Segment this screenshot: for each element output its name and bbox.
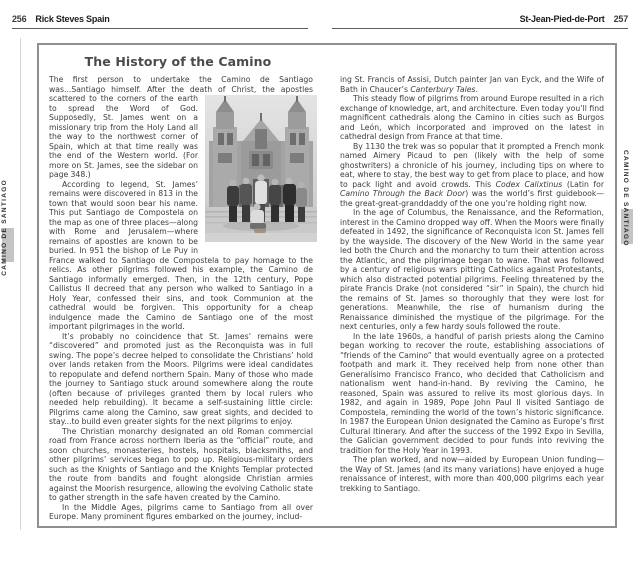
tab-right-camino-de-santiago: CAMINO DE SANTIAGO — [622, 150, 629, 247]
intro-rest-text: the corners of the earth to spread the Word of God. Supposedly, St. James went on a missionary trip from the Holy Land all the way to the northwest corner of Spain, which at that time really was the end of the Western world. (For more on St. James, see the sidebar on page 348.) — [49, 94, 198, 179]
left-header-rule — [12, 28, 308, 29]
body-paragraph: It’s probably no coincidence that St. James’ remains were “discovered” and promoted just as the Reconquista was in full swing. The pope’s decree helped to consolidate the Christians’ hold over lands retaken from the Moors. Pilgrims were ideal candidates to repopulate and defend northern Spain. Many of those who made the journey to Santiago stuck around somewhere along the route (often because of privileges granted them by local rulers who needed help rebuilding). It became a self-sustaining little circle: Pilgrims came along the Camino, saw great sights, and decided to stay...to build even greater sights for the next pilgrims to enjoy. — [49, 331, 313, 426]
tab-left-camino-de-santiago: CAMINO DE SANTIAGO — [1, 179, 8, 276]
right-page-number: 257 — [613, 14, 628, 24]
sidebar-columns — [49, 75, 604, 522]
left-column — [49, 75, 313, 522]
body-paragraph: ing St. Francis of Assisi, Dutch painter Jan van Eyck, and the Wife of Bath in Chaucer’s Canterbury Tales. — [340, 75, 604, 94]
pilgrims-cathedral-photo — [205, 95, 317, 242]
left-page-number: 256 — [12, 14, 27, 24]
intro-lead-text: The first person to undertake the Camino de Santiago was...Santiago himself. After the death of Christ, the apostles scattered to — [49, 75, 313, 103]
right-column — [340, 75, 604, 522]
body-paragraph: The plan worked, and now—aided by European Union funding—the Way of St. James (and its many variations) have enjoyed a huge renaissance of interest, with more than 400,000 pilgrims each year trekking to Santiago. — [340, 455, 604, 493]
sidebar-box — [37, 43, 617, 528]
body-paragraph: In the Middle Ages, pilgrims came to Santiago from all over Europe. Many prominent figures embarked on the journey, includ- — [49, 502, 313, 521]
body-paragraph — [49, 75, 313, 180]
body-paragraph: In the late 1960s, a handful of parish priests along the Camino began working to recover the route, establishing associations of “friends of the Camino” that would eventually agree on a protected footpath and mark it. They received help from none other than Generalísimo Francisco Franco, who decided that Catholicism and nationalism went hand-in-hand. By reviving the Camino, he reasoned, Spain was assured to relive its most glorious days. In 1982, and again in 1989, Pope John Paul II visited Santiago de Compostela, reminding the world of the town’s historic significance. In 1987 the European Union designated the Camino as Europe’s first Cultural Itinerary. And after the success of the 1992 Expo in Sevilla, the Galician government decided to pour funds into reviving the tradition for the Holy Year in 1993. — [340, 331, 604, 455]
left-page-header — [12, 14, 110, 24]
page-edge-line — [20, 38, 21, 530]
body-paragraph: The Christian monarchy designated an old Roman commercial road from France across northern Iberia as the “official” route, and soon churches, monasteries, hostels, hospitals, blacksmiths, and other pilgrims’ services began to pop up. Religious-military orders such as the Knights of Santiago and the Knights Templar protected the route from bandits and fought alongside Christian armies against the Moorish resurgence, allowing the evolving Catholic state to gather strength in the safe haven created by the Camino. — [49, 426, 313, 502]
body-paragraph: By 1130 the trek was so popular that it prompted a French monk named Aimery Picaud to pen (likely with the help of some ghostwriters) a chronicle of his journey, including tips on where to eat, where to stay, the best way to get from place to place, and how to pack light and avoid crowds. This Codex Calixtinus (Latin for Camino Through the Back Door) was the world’s first guidebook—the great-great-granddaddy of the one you’re holding right now. — [340, 141, 604, 208]
right-header-rule — [332, 28, 628, 29]
body-paragraph: In the age of Columbus, the Renaissance, and the Reformation, interest in the Camino dropped way off. When the Moors were finally defeated in 1492, the significance of Reconquista icon St. James fell by the wayside. The discovery of the New World in the same year led both the Church and the monarchy to turn their attention across the Atlantic, and the pilgrimage began to wane. That was followed by a century of religious wars pitting Catholics against Protestants, which also distracted potential pilgrims. Feeling threatened by the pirate Francis Drake (not considered “sir” in Spain), the church hid the remains of St. James so thoroughly that they were lost for generations. Meanwhile, the rise of humanism during the Renaissance diminished the mystique of the pilgrimage. For the next centuries, only a few hardy souls followed the route. — [340, 208, 604, 331]
right-header-title: St-Jean-Pied-de-Port — [519, 14, 605, 24]
body-paragraph: According to legend, St. James’ remains were discovered in 813 in the town that would soon bear his name. This put Santiago de Compostela on the map as one of three places—along with Rome and Jerusalem—where remains of apostles are known to be buried. In 951 the bishop of Le Puy in France walked to Santiago de Compostela to pay homage to the relics. As other pilgrims followed his example, the Camino de Santiago informally emerged. Then, in the 12th century, Pope Callistus II decreed that any person who walked to Santiago in a Holy Year, confessed their sins, and took Communion at the cathedral would be forgiven. This opportunity for a cheap indulgence made the Camino de Santiago one of the most important pilgrimages in the world. — [49, 179, 313, 331]
body-paragraph: This steady flow of pilgrims from around Europe resulted in a rich exchange of knowledge, art, and architecture. Even today you’ll find magnificent cathedrals along the Camino in cities such as Burgos and León, which incorporated and improved on the latest in cathedral design from France at that time. — [340, 94, 604, 141]
sidebar-title: The History of the Camino — [84, 54, 272, 69]
left-header-title: Rick Steves Spain — [35, 14, 110, 24]
right-page-header — [520, 14, 628, 24]
